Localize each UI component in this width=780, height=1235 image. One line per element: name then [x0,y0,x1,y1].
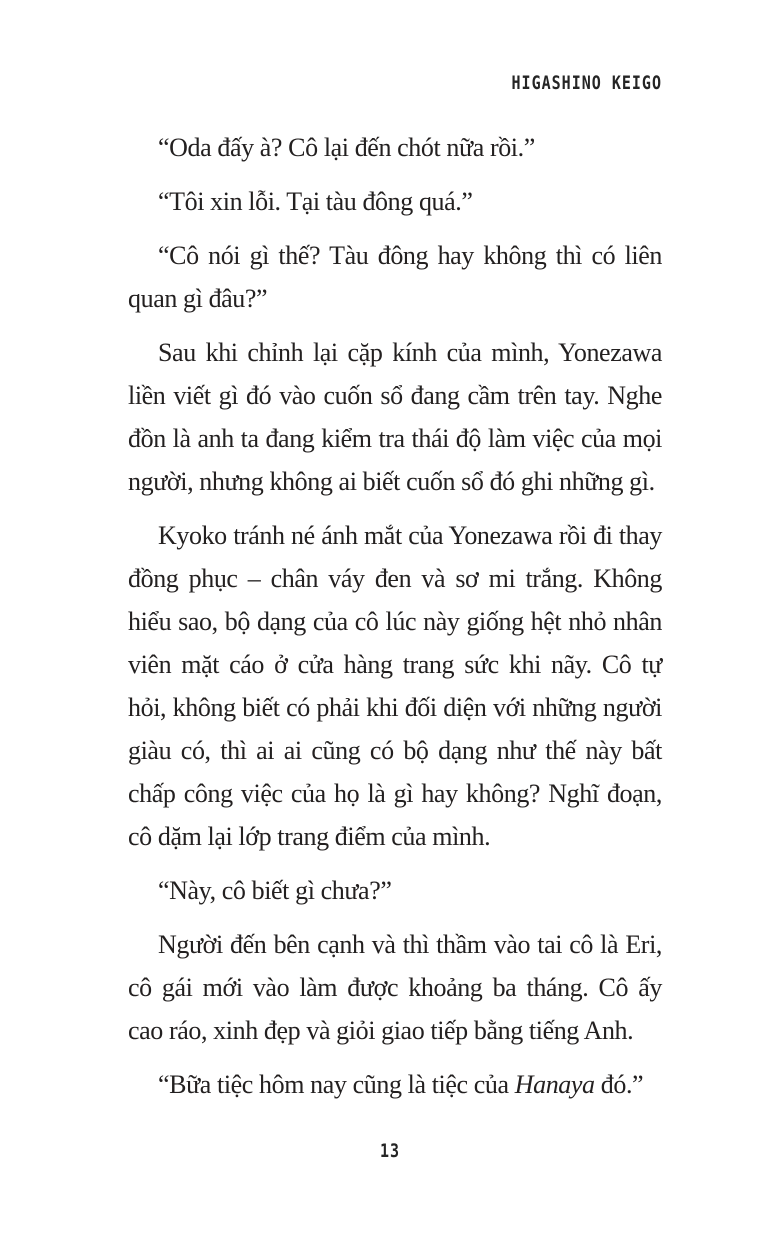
paragraph-dialogue-2: “Tôi xin lỗi. Tại tàu đông quá.” [158,187,473,216]
page-number: 13 [379,1140,401,1162]
dialogue-5-pre: “Bữa tiệc hôm nay cũng là tiệc của [158,1070,515,1099]
dialogue-5-italic-term: Hanaya [514,1070,595,1099]
paragraph-dialogue-5 [128,1063,662,1106]
paragraph-dialogue-1: “Oda đấy à? Cô lại đến chót nữa rồi.” [158,133,535,162]
paragraph-dialogue-3: “Cô nói gì thế? Tàu đông hay không thì có liên quan gì đâu?” [128,241,662,313]
body-text [128,126,662,1106]
paragraph-narrative-3: Người đến bên cạnh và thì thầm vào tai cô là Eri, cô gái mới vào làm được khoảng ba tháng. Cô ấy cao ráo, xinh đẹp và giỏi giao tiếp bằng tiếng Anh. [128,930,662,1045]
paragraph-dialogue-4: “Này, cô biết gì chưa?” [158,876,392,905]
dialogue-5-post: đó.” [594,1070,644,1099]
paragraph-narrative-1: Sau khi chỉnh lại cặp kính của mình, Yonezawa liền viết gì đó vào cuốn sổ đang cầm trên tay. Nghe đồn là anh ta đang kiểm tra thái độ làm việc của mọi người, nhưng không ai biết cuốn sổ đó ghi những gì. [128,338,662,496]
paragraph-narrative-2: Kyoko tránh né ánh mắt của Yonezawa rồi đi thay đồng phục – chân váy đen và sơ mi trắng. Không hiểu sao, bộ dạng của cô lúc này giống hệt nhỏ nhân viên mặt cáo ở cửa hàng trang sức khi nãy. Cô tự hỏi, không biết có phải khi đối diện với những người giàu có, thì ai ai cũng có bộ dạng như thế này bất chấp công việc của họ là gì hay không? Nghĩ đoạn, cô dặm lại lớp trang điểm của mình. [128,521,662,851]
running-header-author: HIGASHINO KEIGO [511,72,662,94]
